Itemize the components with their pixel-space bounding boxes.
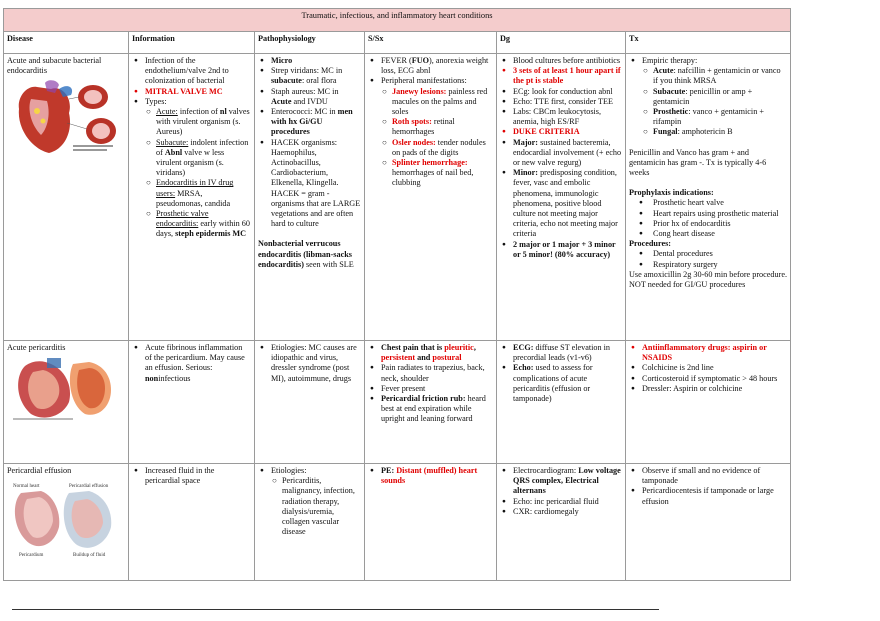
list-item: ○ Subacute: penicillin or amp + gentamicin bbox=[653, 87, 787, 107]
list-item: ● PE: Distant (muffled) heart sounds bbox=[381, 466, 493, 486]
information-cell bbox=[129, 341, 255, 464]
tx-note: Penicillin and Vanco has gram + and gentamicin has gram -. Tx is typically 4-6 weeks bbox=[629, 147, 767, 178]
list-item: ● FEVER (FUO), anorexia weight loss, ECG abnl bbox=[381, 56, 493, 76]
endocarditis-illustration bbox=[7, 79, 119, 157]
pathophysiology-list bbox=[258, 343, 361, 384]
information-list bbox=[132, 343, 251, 384]
pathophysiology-list bbox=[258, 466, 361, 537]
list-item: ● Fever present bbox=[381, 384, 493, 394]
header-row bbox=[4, 32, 791, 54]
list-item: ● Heart repairs using prosthetic material bbox=[653, 209, 787, 219]
pathophysiology-cell bbox=[255, 341, 365, 464]
footer-divider bbox=[12, 609, 659, 610]
list-item: ○ Acute: nafcillin + gentamicin or vanco if you think MRSA bbox=[653, 66, 787, 86]
list-item: ● ECG: diffuse ST elevation in precordial leads (v1-v6) bbox=[513, 343, 622, 363]
ssx-cell bbox=[365, 54, 497, 341]
information-cell bbox=[129, 54, 255, 341]
list-item: ● Antiinflammatory drugs: aspirin or NSAIDS bbox=[642, 343, 787, 363]
list-item: ○ Janewy lesions: painless red macules on the palms and soles bbox=[392, 87, 493, 118]
list-item: ● Blood cultures before antibiotics bbox=[513, 56, 622, 66]
pericardium-label: Pericardium bbox=[19, 553, 44, 559]
list-item: ○ Acute: infection of nl valves with virulent organism (s. Aureus) bbox=[156, 107, 251, 138]
procedures-heading: Procedures: bbox=[629, 239, 671, 249]
list-item: ● MITRAL VALVE MC bbox=[145, 87, 251, 97]
list-item: ● Dental procedures bbox=[653, 249, 787, 259]
list-item: ○ Pericarditis, malignancy, infection, radiation therapy, dialysis/uremia, collagen vascular disease bbox=[282, 476, 361, 537]
list-item: ● Electrocardiogram: Low voltage QRS complex, Electrical alternans bbox=[513, 466, 622, 497]
list-item: ● Prosthetic heart valve bbox=[653, 198, 787, 208]
list-item: ● Observe if small and no evidence of tamponade bbox=[642, 466, 787, 486]
list-item: ● Major: sustained bacteremia, endocardial involvement (+ echo or new valve regurg) bbox=[513, 138, 622, 169]
pericardial-effusion-label: Pericardial effusion bbox=[69, 484, 109, 490]
list-item: ● 2 major or 1 major + 3 minor or 5 minor! (80% accuracy) bbox=[513, 240, 622, 260]
list-item: ○ Osler nodes: tender nodules on pads of the digits bbox=[392, 138, 493, 158]
list-item: ● Enterococci: MC in men with hx Gi/GU procedures bbox=[271, 107, 361, 138]
tx-cell bbox=[626, 341, 791, 464]
list-item: ● HACEK organisms: Haemophilus, Actinobacillus, Cardiobacterium, Elkenella, Klingella. HACEK = gram - organisms that are LARGE vegetations and are often hard to culture bbox=[271, 138, 361, 230]
list-item: ● Empiric therapy: ○ Acute: nafcillin + gentamicin or vanco if you think MRSA ○ Subacute: penicillin or amp + gentamicin ○ Prosthetic: vanco + gentamicin + rifampin ○ Fungal: amphotericin B bbox=[642, 56, 787, 138]
list-item: ● Pain radiates to trapezius, back, neck, shoulder bbox=[381, 363, 493, 383]
list-item: ● Corticosteroid if symptomatic > 48 hours bbox=[642, 374, 787, 384]
list-item: ● CXR: cardiomegaly bbox=[513, 507, 622, 517]
list-item: ○ Subacute: indolent infection of Abnl valve w less virulent organism (s. viridans) bbox=[156, 138, 251, 179]
list-item: ● DUKE CRITERIA bbox=[513, 127, 622, 137]
list-item: ● Echo: used to assess for complications of acute pericarditis (effusion or tamponade) bbox=[513, 363, 622, 404]
header-dg: Dg bbox=[497, 32, 626, 54]
list-item: ● Peripheral manifestations: ○ Janewy lesions: painless red macules on the palms and soles ○ Roth spots: retinal hemorrhages ○ Osler nodes: tender nodules on pads of the digits ○ Splinter hemorrhage: hemorrhages of nail bed, clubbing bbox=[381, 76, 493, 188]
list-item: ○ Prosthetic: vanco + gentamicin + rifampin bbox=[653, 107, 787, 127]
procedures-list bbox=[629, 249, 787, 269]
list-item: ● Etiologies: MC causes are idiopathic and virus, dressler syndrome (post MI), autoimmune, drugs bbox=[271, 343, 361, 384]
pathophysiology-list bbox=[258, 56, 361, 229]
list-item: ● Colchicine is 2nd line bbox=[642, 363, 787, 373]
amoxicillin-note: Use amoxicillin 2g 30-60 min before procedure. NOT needed for GI/GU procedures bbox=[629, 269, 788, 290]
list-item: ○ Splinter hemorrhage: hemorrhages of nail bed, clubbing bbox=[392, 158, 493, 189]
ssx-list bbox=[368, 466, 493, 486]
conditions-table bbox=[3, 8, 791, 581]
ssx-list bbox=[368, 343, 493, 425]
list-item: ● Echo: TTE first, consider TEE bbox=[513, 97, 622, 107]
ssx-list bbox=[368, 56, 493, 189]
table-title: Traumatic, infectious, and inflammatory heart conditions bbox=[4, 9, 791, 32]
header-tx: Tx bbox=[626, 32, 791, 54]
list-item: ● ECg: look for conduction abnl bbox=[513, 87, 622, 97]
dg-cell bbox=[497, 54, 626, 341]
disease-cell bbox=[4, 341, 129, 464]
prophylaxis-heading: Prophylaxis indications: bbox=[629, 188, 714, 198]
list-item: ● Respiratory surgery bbox=[653, 260, 787, 270]
list-item: ● 3 sets of at least 1 hour apart if the pt is stable bbox=[513, 66, 622, 86]
dg-list bbox=[500, 56, 622, 260]
list-item: ● Infection of the endothelium/valve 2nd to colonization of bacterial bbox=[145, 56, 251, 87]
list-item: ○ Endocarditis in IV drug users: MRSA, pseudomonas, candida bbox=[156, 178, 251, 209]
list-item: ● Cong heart disease bbox=[653, 229, 787, 239]
list-item: ○ Roth spots: retinal hemorrhages bbox=[392, 117, 493, 137]
ssx-cell bbox=[365, 464, 497, 581]
list-item: ○ Fungal: amphotericin B bbox=[653, 127, 787, 137]
disease-cell bbox=[4, 464, 129, 581]
ssx-cell bbox=[365, 341, 497, 464]
effusion-illustration bbox=[7, 479, 119, 559]
dg-cell bbox=[497, 464, 626, 581]
list-item: ● Labs: CBCm leukocytosis, anemia, high ES/RF bbox=[513, 107, 622, 127]
pericarditis-illustration bbox=[7, 356, 119, 424]
list-item: ● Pericardiocentesis if tamponade or large effusion bbox=[642, 486, 787, 506]
list-item: ● Micro bbox=[271, 56, 361, 66]
disease-cell bbox=[4, 54, 129, 341]
information-cell bbox=[129, 464, 255, 581]
list-item: ● Dressler: Aspirin or colchicine bbox=[642, 384, 787, 394]
table-row bbox=[4, 341, 791, 464]
normal-heart-label: Normal heart bbox=[13, 484, 40, 490]
list-item: ● Staph aureus: MC in Acute and IVDU bbox=[271, 87, 361, 107]
disease-name: Acute pericarditis bbox=[7, 343, 66, 352]
dg-list bbox=[500, 343, 622, 404]
pathophysiology-cell bbox=[255, 464, 365, 581]
list-item: ● Pericardial friction rub: heard best at end expiration while upright and leaning forward bbox=[381, 394, 493, 425]
prophylaxis-list bbox=[629, 198, 787, 239]
header-pathophysiology: Pathophysiology bbox=[255, 32, 365, 54]
list-item: ● Minor: predisposing condition, fever, vasc and embolic phenomena, immunologic phenomena, positive blood culture not meeting major criteria, echo not meeting major criteria bbox=[513, 168, 622, 239]
header-ssx: S/Sx bbox=[365, 32, 497, 54]
pathophysiology-cell bbox=[255, 54, 365, 341]
list-item: ● Increased fluid in the pericardial space bbox=[145, 466, 251, 486]
buildup-of-fluid-label: Buildup of fluid bbox=[73, 553, 106, 559]
list-item: ● Strep viridans: MC in subacute: oral flora bbox=[271, 66, 361, 86]
information-list bbox=[132, 466, 251, 486]
nonbacterial-note: Nonbacterial verrucous endocarditis (libman-sacks endocarditis) seen with SLE bbox=[258, 239, 354, 269]
list-item: ● Chest pain that is pleuritic, persistent and postural bbox=[381, 343, 493, 363]
tx-cell bbox=[626, 464, 791, 581]
list-item: ● Acute fibrinous inflammation of the pericardium. May cause an effusion. Serious: noninfectious bbox=[145, 343, 251, 384]
dg-cell bbox=[497, 341, 626, 464]
list-item: ● Prior hx of endocarditis bbox=[653, 219, 787, 229]
disease-name: Acute and subacute bacterial endocarditis bbox=[7, 56, 102, 76]
header-information: Information bbox=[129, 32, 255, 54]
tx-cell bbox=[626, 54, 791, 341]
information-list bbox=[132, 56, 251, 240]
notes-sheet bbox=[3, 8, 790, 581]
dg-list bbox=[500, 466, 622, 517]
tx-list bbox=[629, 56, 787, 138]
header-disease: Disease bbox=[4, 32, 129, 54]
tx-list bbox=[629, 466, 787, 507]
disease-name: Pericardial effusion bbox=[7, 466, 72, 475]
list-item: ● Etiologies: ○ Pericarditis, malignancy, infection, radiation therapy, dialysis/uremia, collagen vascular disease bbox=[271, 466, 361, 537]
tx-list bbox=[629, 343, 787, 394]
list-item: ○ Prosthetic valve endocarditis: early within 60 days, steph epidermis MC bbox=[156, 209, 251, 240]
table-row bbox=[4, 464, 791, 581]
table-row bbox=[4, 54, 791, 341]
list-item: ● Echo: inc pericardial fluid bbox=[513, 497, 622, 507]
list-item: ● Types: ○ Acute: infection of nl valves with virulent organism (s. Aureus) ○ Subacute: indolent infection of Abnl valve w less virulent organism (s. viridans) ○ Endocarditis in IV drug users: MRSA, pseudomonas, candida ○ Prosthetic valve endocarditis: early within 60 days, steph epidermis MC bbox=[145, 97, 251, 240]
